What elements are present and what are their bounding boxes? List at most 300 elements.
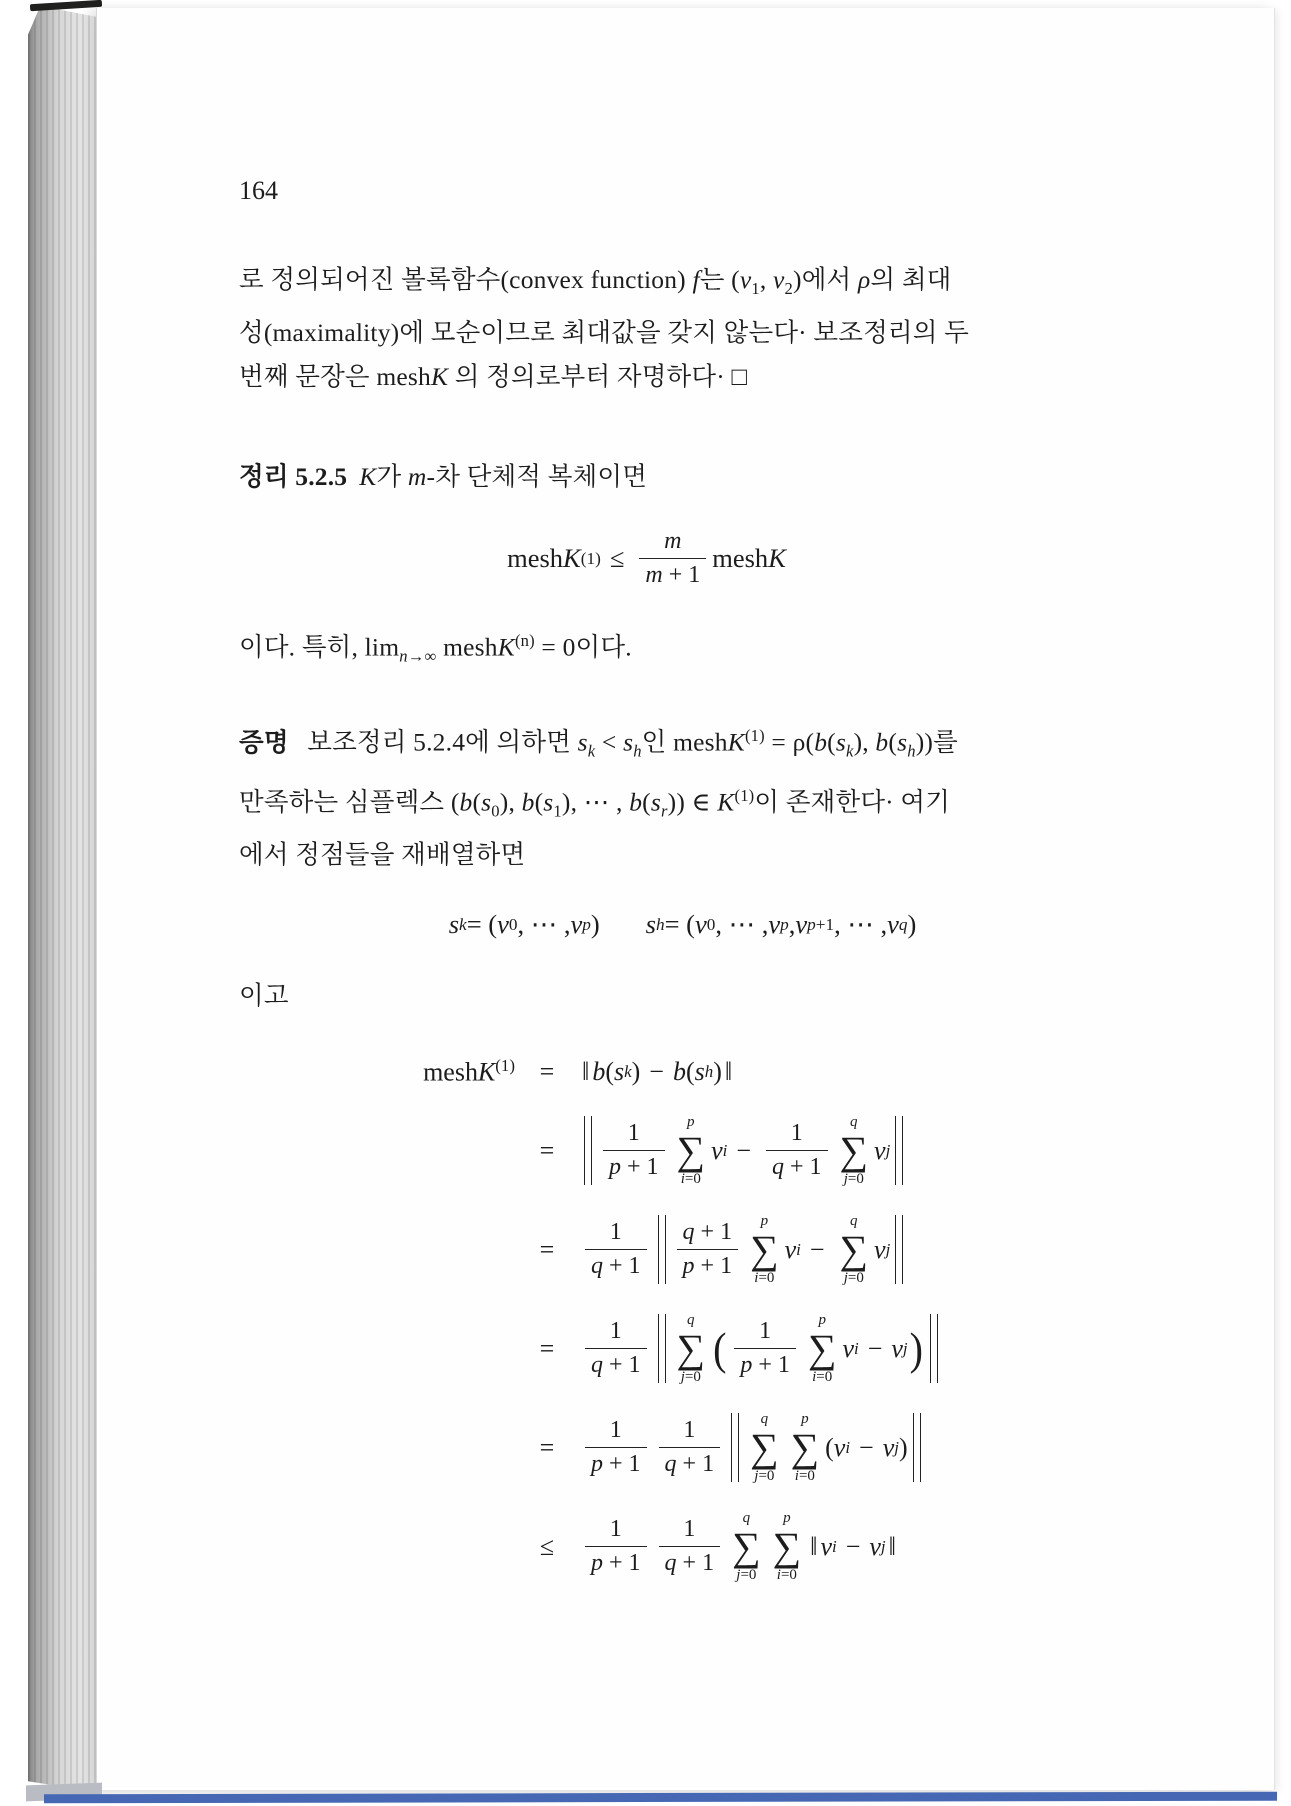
math-token: + 1 — [694, 1218, 733, 1245]
var-m: m — [645, 562, 663, 589]
fraction — [585, 1416, 647, 1480]
sum-lower-limit — [844, 1171, 864, 1188]
subscript — [881, 1537, 886, 1557]
norm-bar: ‖ — [888, 1531, 896, 1561]
var-s: s — [577, 727, 588, 757]
summation — [732, 1510, 761, 1583]
math-token: =0 — [847, 1170, 864, 1187]
math-token: + 1 — [676, 1550, 715, 1577]
var-v: v — [711, 1135, 723, 1165]
math-token: = ( — [664, 909, 696, 940]
equals-sign: = — [539, 1234, 555, 1264]
text: 의 정의로부터 자명하다· □ — [448, 362, 748, 392]
fraction — [766, 1119, 828, 1183]
subscript — [633, 742, 641, 761]
math-token: mesh — [507, 543, 564, 574]
element-of: ∈ — [685, 787, 718, 817]
math-token: = ( — [466, 909, 498, 940]
var-k: k — [624, 1062, 632, 1082]
sum-lower-limit — [844, 1270, 864, 1287]
math-token: =0 — [758, 1467, 775, 1484]
var-v: v — [842, 1333, 854, 1363]
subscript — [907, 742, 915, 761]
equation-line-3 — [579, 1213, 1126, 1286]
page-number: 164 — [239, 176, 278, 205]
superscript: (n) — [514, 630, 535, 650]
math-token: =0 — [684, 1368, 701, 1385]
text: 성(maximality)에 모순이므로 최대값을 갖지 않는다· 보조정리의 두 — [239, 318, 969, 348]
var-k: k — [846, 741, 854, 761]
var-j: j — [736, 1566, 741, 1583]
var-i: i — [854, 1338, 859, 1358]
var-b: b — [521, 787, 535, 817]
text: = ρ( — [764, 727, 815, 757]
math-token: =0 — [798, 1467, 815, 1484]
text: 가 — [376, 462, 408, 492]
subscript — [705, 1062, 713, 1082]
var-q: q — [850, 1213, 858, 1230]
var-K: K — [768, 543, 786, 574]
var-h: h — [704, 1062, 714, 1082]
big-paren: ) — [909, 1322, 923, 1374]
numerator: 1 — [790, 1119, 803, 1146]
numerator — [658, 527, 687, 558]
var-q: q — [664, 1550, 677, 1577]
numerator — [677, 1218, 739, 1249]
var-v: v — [874, 1135, 886, 1165]
var-j: j — [880, 1536, 886, 1556]
var-K: K — [477, 1058, 496, 1088]
paren: ) — [907, 909, 917, 940]
var-q: q — [850, 1114, 858, 1131]
text: < — [595, 727, 624, 757]
paren: ( — [472, 787, 482, 817]
sigma: ∑ — [676, 1325, 706, 1371]
var-p: p — [582, 914, 591, 934]
var-v: v — [768, 909, 781, 940]
sigma: ∑ — [676, 1127, 706, 1173]
denominator — [659, 1546, 721, 1578]
numerator: 1 — [627, 1119, 640, 1146]
var-s: s — [543, 787, 554, 817]
paragraph-line — [239, 774, 1126, 834]
superscript: (1) — [580, 548, 601, 568]
var-m: m — [664, 528, 682, 555]
var-v: v — [570, 909, 583, 940]
subscript: 0 — [706, 914, 716, 934]
norm-bar: ‖ — [810, 1531, 818, 1561]
minus-sign: − — [649, 1057, 664, 1087]
summation — [808, 1312, 837, 1385]
var-v: v — [833, 1432, 846, 1462]
var-q: q — [687, 1312, 695, 1329]
var-p: p — [740, 1352, 753, 1379]
var-i: i — [796, 1239, 801, 1259]
sum-lower-limit — [795, 1468, 815, 1485]
paragraph-line — [239, 311, 1126, 355]
subscript — [796, 1240, 801, 1260]
var-s: s — [623, 727, 634, 757]
math-token: +1 — [815, 914, 835, 934]
paragraph-line — [239, 258, 1126, 311]
equation-derivation-block — [343, 1056, 1126, 1583]
paren: ( — [534, 787, 544, 817]
paragraph-line — [239, 619, 1126, 679]
math-token: + 1 — [621, 1154, 659, 1181]
var-p: p — [783, 1510, 791, 1527]
math-token: =0 — [816, 1368, 833, 1385]
denominator — [603, 1150, 665, 1182]
numerator: 1 — [683, 1515, 696, 1542]
summation — [773, 1510, 802, 1583]
summation — [750, 1213, 779, 1286]
var-j: j — [680, 1368, 685, 1385]
text: )를 — [924, 727, 958, 757]
var-v: v — [773, 265, 785, 294]
text: 번째 문장은 mesh — [239, 362, 431, 392]
paren: ( — [888, 727, 898, 757]
text: 이고 — [239, 981, 289, 1011]
norm-bar — [895, 1215, 903, 1284]
var-v: v — [887, 909, 899, 940]
subscript — [459, 915, 467, 935]
paren: ) — [499, 787, 509, 817]
subscript — [624, 1062, 632, 1082]
paren: ) — [631, 1057, 641, 1087]
var-p: p — [682, 1253, 695, 1280]
math-token: + 1 — [603, 1451, 641, 1478]
text: )에서 — [793, 265, 858, 294]
equals-sign: = — [539, 1135, 555, 1165]
subscript — [886, 1240, 891, 1260]
equation-line-5 — [579, 1411, 1126, 1484]
summation — [677, 1312, 706, 1385]
var-s: s — [481, 787, 492, 817]
math-token: =0 — [684, 1170, 701, 1187]
paren: ) — [561, 787, 571, 817]
numerator: 1 — [609, 1317, 622, 1344]
var-i: i — [831, 1536, 837, 1556]
sum-lower-limit — [754, 1270, 774, 1287]
arrow-infinity: →∞ — [407, 646, 437, 666]
text: 의 최대 — [870, 265, 952, 294]
fraction — [659, 1416, 721, 1480]
paren: ) — [667, 787, 677, 817]
norm-bar — [913, 1413, 921, 1482]
norm-bar — [658, 1314, 666, 1383]
superscript: (1) — [744, 726, 765, 746]
equals-sign: = — [539, 1057, 555, 1087]
var-p: p — [591, 1451, 603, 1478]
var-v: v — [784, 1234, 797, 1264]
math-token: , ⋯ , — [715, 909, 769, 940]
math-token: , ⋯ , — [834, 909, 888, 940]
var-K: K — [430, 362, 449, 392]
sum-lower-limit — [812, 1369, 832, 1386]
fraction — [603, 1119, 665, 1183]
text: , — [759, 265, 774, 294]
var-b: b — [459, 787, 473, 817]
var-b: b — [814, 727, 828, 757]
numerator: 1 — [759, 1317, 772, 1344]
var-v: v — [869, 1531, 881, 1561]
var-p: p — [687, 1114, 695, 1131]
var-rho: ρ — [857, 265, 871, 294]
summation — [677, 1114, 706, 1187]
var-v: v — [795, 909, 808, 940]
superscript: (1) — [495, 1056, 515, 1076]
var-K: K — [563, 543, 581, 574]
equation-line-6 — [579, 1510, 1126, 1583]
subscript — [807, 915, 834, 935]
var-i: i — [812, 1368, 817, 1385]
var-p: p — [760, 1213, 769, 1230]
paragraph-line — [239, 355, 1126, 399]
var-p: p — [591, 1550, 603, 1577]
sum-lower-limit — [681, 1369, 701, 1386]
var-b: b — [875, 727, 889, 757]
var-s: s — [694, 1057, 705, 1087]
subscript — [582, 915, 591, 935]
math-token: + 1 — [662, 562, 701, 589]
math-token: + 1 — [603, 1253, 641, 1280]
text: 이 존재한다· 여기 — [754, 787, 951, 817]
sigma: ∑ — [750, 1226, 779, 1272]
var-q: q — [771, 1154, 784, 1181]
paren: ( — [685, 1057, 695, 1087]
math-token: , — [788, 909, 796, 940]
book-cover-bottom-edge — [44, 1792, 1277, 1804]
norm-bar — [895, 1116, 903, 1185]
var-k: k — [587, 741, 596, 761]
subscript — [656, 915, 665, 935]
subscript — [832, 1537, 837, 1557]
math-token: + 1 — [783, 1154, 822, 1181]
math-token: + 1 — [676, 1451, 715, 1478]
var-j: j — [885, 1239, 891, 1259]
book-left-page-edges — [28, 6, 96, 1792]
summation — [791, 1411, 820, 1484]
var-v: v — [891, 1333, 903, 1363]
proof-label: 증명 — [239, 727, 289, 757]
var-f: f — [692, 265, 700, 294]
norm-bar: ‖ — [724, 1057, 733, 1087]
subscript: 1 — [553, 801, 562, 821]
lim-subscript — [399, 646, 436, 665]
sigma: ∑ — [839, 1226, 869, 1272]
var-p: p — [818, 1312, 826, 1329]
text: 로 정의되어진 볼록함수(convex function) — [239, 265, 693, 294]
paren: ) — [676, 787, 686, 817]
var-i: i — [776, 1566, 781, 1583]
minus-sign: − — [845, 1531, 861, 1561]
denominator — [585, 1546, 647, 1578]
var-h: h — [907, 741, 916, 761]
math-token: + 1 — [752, 1352, 790, 1379]
var-b: b — [592, 1057, 606, 1087]
paren: ) — [915, 727, 925, 757]
text: = 0이다. — [534, 632, 632, 662]
var-v: v — [497, 909, 509, 940]
var-K: K — [717, 787, 735, 817]
leq-sign: ≤ — [609, 543, 625, 574]
var-j: j — [902, 1338, 908, 1358]
text: 이다. 특히, — [239, 632, 365, 662]
var-K: K — [727, 727, 745, 757]
math-token: =0 — [740, 1566, 757, 1583]
superscript: (1) — [734, 785, 755, 805]
var-p: p — [780, 914, 789, 934]
big-paren: ( — [713, 1322, 727, 1374]
norm-bar: ‖ — [582, 1057, 590, 1087]
paren: ( — [827, 727, 836, 757]
var-K: K — [359, 462, 377, 492]
var-K: K — [497, 632, 515, 662]
var-i: i — [845, 1437, 851, 1457]
var-v: v — [695, 909, 707, 940]
summation — [840, 1114, 869, 1187]
var-b: b — [672, 1057, 686, 1087]
subscript — [780, 915, 789, 935]
minus-sign: − — [859, 1432, 874, 1462]
text: -차 단체적 복체이면 — [426, 462, 648, 492]
math-token: + 1 — [603, 1550, 641, 1577]
text: , — [508, 787, 522, 817]
numerator: 1 — [609, 1515, 622, 1542]
var-j: j — [843, 1269, 848, 1286]
var-j: j — [754, 1467, 759, 1484]
subscript — [899, 915, 908, 935]
var-j: j — [843, 1170, 848, 1187]
numerator: 1 — [683, 1416, 696, 1443]
subscript: 2 — [784, 279, 794, 299]
fraction — [585, 1317, 647, 1381]
minus-sign: − — [867, 1333, 883, 1363]
paren: ) — [590, 909, 600, 940]
proof-paragraph — [239, 714, 1126, 877]
subscript — [723, 1141, 728, 1161]
paren: ) — [898, 1432, 908, 1462]
theorem-statement — [239, 455, 1126, 499]
var-v: v — [820, 1531, 832, 1561]
denominator — [585, 1249, 647, 1281]
sum-lower-limit — [736, 1567, 756, 1584]
lim-operator: lim — [364, 632, 400, 662]
math-token: =0 — [847, 1269, 864, 1286]
sigma: ∑ — [772, 1523, 802, 1569]
subscript — [661, 801, 668, 820]
page — [96, 8, 1275, 1790]
math-token: =0 — [780, 1566, 797, 1583]
subscript — [854, 1339, 859, 1359]
var-h: h — [656, 914, 665, 934]
math-token: + 1 — [694, 1253, 733, 1280]
paragraph-line — [239, 714, 1126, 774]
fraction — [585, 1218, 647, 1282]
var-j: j — [894, 1437, 899, 1457]
var-s: s — [448, 909, 460, 940]
text: 는 ( — [699, 265, 740, 294]
paren: ( — [825, 1432, 834, 1462]
var-p: p — [801, 1411, 809, 1428]
var-q: q — [591, 1253, 603, 1280]
equation-line-4 — [579, 1312, 1126, 1385]
var-n: n — [399, 646, 408, 666]
minus-sign: − — [809, 1234, 825, 1264]
subscript: 1 — [751, 279, 760, 299]
paragraph-line — [239, 833, 1126, 877]
var-p: p — [807, 914, 816, 934]
subscript — [903, 1339, 908, 1359]
norm-bar — [584, 1116, 592, 1185]
norm-bar — [731, 1413, 739, 1482]
var-i: i — [722, 1140, 728, 1160]
var-r: r — [660, 801, 668, 821]
equals-sign: = — [539, 1432, 555, 1462]
denominator — [677, 1249, 739, 1281]
subscript — [846, 742, 854, 761]
sigma: ∑ — [807, 1325, 837, 1371]
var-s: s — [613, 1057, 625, 1087]
var-j: j — [885, 1140, 891, 1160]
math-token: mesh — [423, 1058, 478, 1088]
var-s: s — [645, 909, 656, 940]
var-i: i — [680, 1170, 685, 1187]
var-i: i — [754, 1269, 759, 1286]
equation-line-2 — [579, 1114, 1126, 1187]
sum-lower-limit — [681, 1171, 701, 1188]
denominator — [639, 558, 706, 590]
book-cover-corner — [30, 0, 102, 11]
sigma: ∑ — [732, 1523, 761, 1569]
sum-lower-limit — [754, 1468, 774, 1485]
paren: ( — [605, 1057, 614, 1087]
math-token: , ⋯ , — [517, 909, 571, 940]
display-formula-vertex-lists — [239, 909, 1126, 940]
var-k: k — [459, 914, 467, 934]
var-i: i — [794, 1467, 799, 1484]
var-v: v — [874, 1234, 886, 1264]
var-q: q — [591, 1352, 603, 1379]
var-s: s — [650, 787, 661, 817]
text: mesh — [436, 632, 498, 662]
var-q: q — [664, 1451, 677, 1478]
denominator — [585, 1447, 647, 1479]
var-m: m — [407, 462, 427, 492]
sigma: ∑ — [790, 1424, 820, 1470]
denominator — [766, 1150, 828, 1182]
text: 만족하는 심플렉스 ( — [239, 787, 460, 817]
var-q: q — [682, 1218, 695, 1245]
denominator — [734, 1348, 796, 1380]
var-p: p — [609, 1154, 621, 1181]
sum-lower-limit — [777, 1567, 797, 1584]
sigma: ∑ — [750, 1424, 779, 1470]
leq-sign: ≤ — [539, 1531, 555, 1561]
subscript: 0 — [508, 914, 518, 934]
norm-bar — [930, 1314, 938, 1383]
subscript — [886, 1141, 891, 1161]
summation — [840, 1213, 869, 1286]
equation-lhs — [423, 1056, 515, 1088]
norm-bar — [658, 1215, 666, 1284]
math-token: + 1 — [603, 1352, 641, 1379]
minus-sign: − — [736, 1135, 751, 1165]
text: 에서 정점들을 재배열하면 — [239, 840, 526, 870]
math-token: mesh — [712, 543, 769, 574]
paren: ( — [642, 787, 651, 817]
subscript — [845, 1438, 850, 1458]
